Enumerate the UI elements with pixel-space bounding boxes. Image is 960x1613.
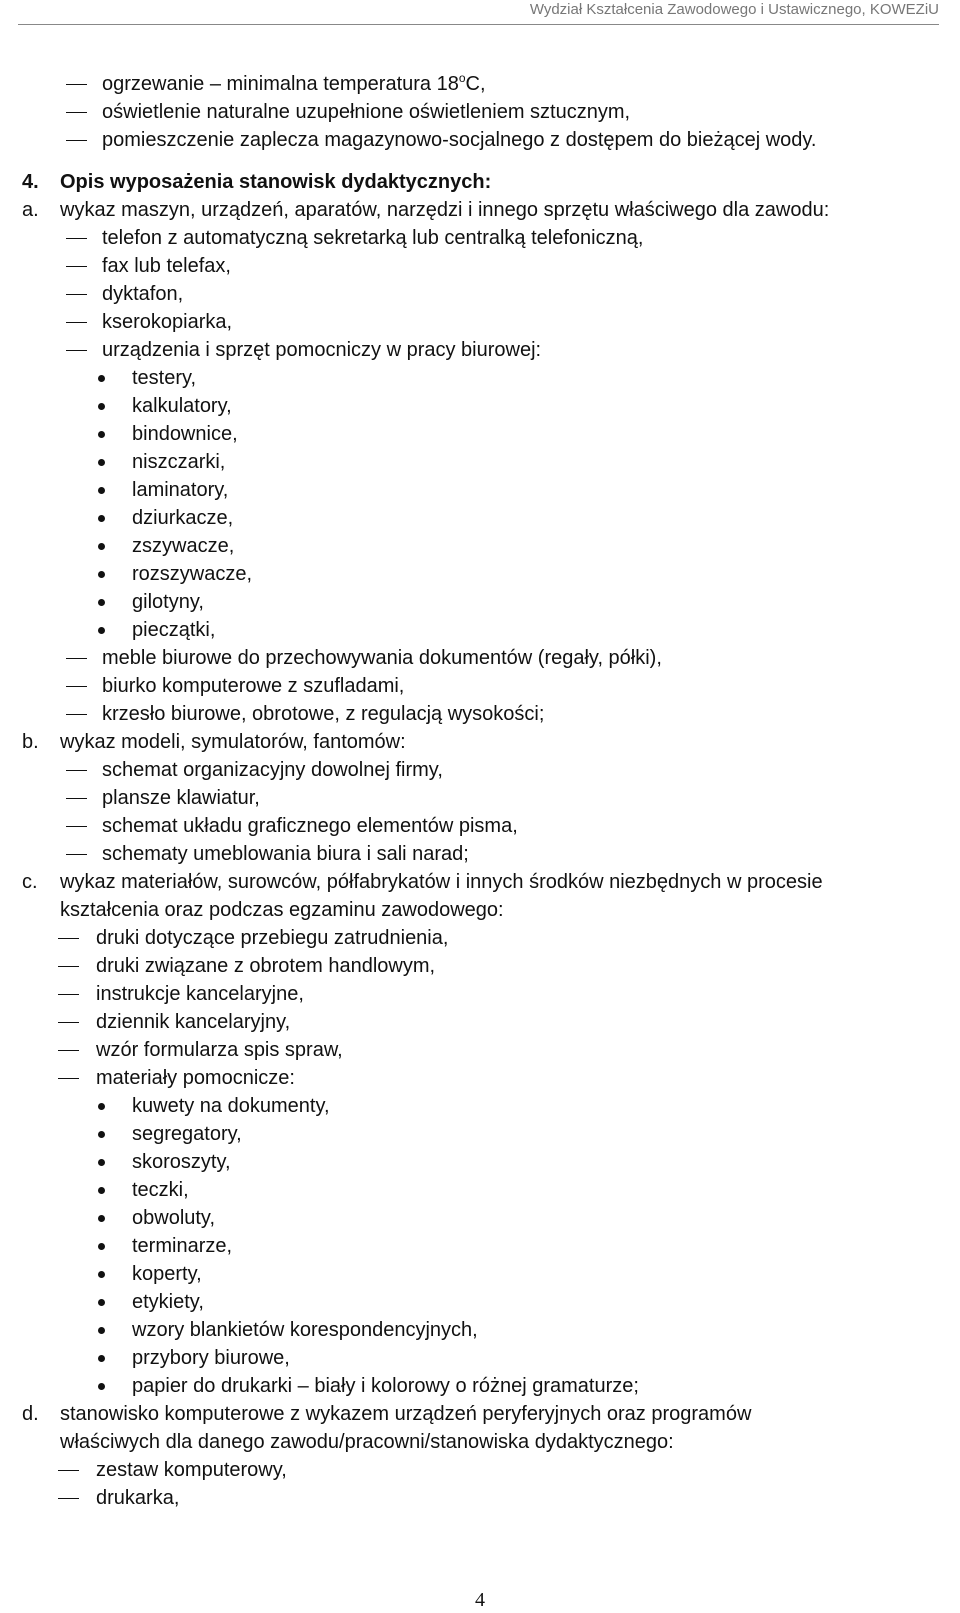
bullet-icon bbox=[98, 1355, 105, 1362]
item-letter: a. bbox=[22, 199, 39, 221]
list-item bbox=[0, 336, 960, 364]
bullet-icon bbox=[98, 1215, 105, 1222]
list-item bbox=[0, 924, 960, 952]
dash-marker bbox=[66, 798, 87, 799]
item-text: schemat układu graficznego elementów pisma, bbox=[102, 815, 518, 837]
item-text: biurko komputerowe z szufladami, bbox=[102, 675, 405, 697]
item-text: pomieszczenie zaplecza magazynowo-socjalnego z dostępem do bieżącej wody. bbox=[102, 129, 817, 151]
list-item bbox=[0, 476, 960, 504]
item-text: etykiety, bbox=[132, 1291, 204, 1313]
list-item bbox=[0, 1456, 960, 1484]
dash-marker bbox=[58, 966, 79, 967]
dash-marker bbox=[58, 1470, 79, 1471]
list-item bbox=[0, 532, 960, 560]
list-item bbox=[0, 784, 960, 812]
bullet-icon bbox=[98, 403, 105, 410]
bullet-icon bbox=[98, 515, 105, 522]
dash-marker bbox=[66, 714, 87, 715]
dash-marker bbox=[58, 994, 79, 995]
item-text: wykaz materiałów, surowców, półfabrykatów i innych środków niezbędnych w procesie bbox=[60, 871, 823, 893]
bullet-icon bbox=[98, 375, 105, 382]
list-item bbox=[0, 728, 960, 756]
item-text: teczki, bbox=[132, 1179, 189, 1201]
list-item bbox=[0, 504, 960, 532]
bullet-icon bbox=[98, 599, 105, 606]
dash-marker bbox=[58, 1022, 79, 1023]
item-letter: d. bbox=[22, 1403, 39, 1425]
item-text: schematy umeblowania biura i sali narad; bbox=[102, 843, 469, 865]
list-item bbox=[0, 448, 960, 476]
list-item bbox=[0, 1232, 960, 1260]
list-item bbox=[0, 1428, 960, 1456]
item-text: bindownice, bbox=[132, 423, 238, 445]
list-item bbox=[0, 1344, 960, 1372]
list-item bbox=[0, 1400, 960, 1428]
item-text: fax lub telefax, bbox=[102, 255, 231, 277]
bullet-icon bbox=[98, 1243, 105, 1250]
item-text: kuwety na dokumenty, bbox=[132, 1095, 330, 1117]
list-item bbox=[0, 756, 960, 784]
list-item bbox=[0, 420, 960, 448]
list-item bbox=[0, 1120, 960, 1148]
list-item bbox=[0, 280, 960, 308]
item-text: instrukcje kancelaryjne, bbox=[96, 983, 304, 1005]
list-item bbox=[0, 700, 960, 728]
item-text: kształcenia oraz podczas egzaminu zawodowego: bbox=[60, 899, 504, 921]
item-text: ogrzewanie – minimalna temperatura 18$^o$C, bbox=[102, 71, 486, 95]
dash-marker bbox=[66, 854, 87, 855]
bullet-icon bbox=[98, 1187, 105, 1194]
bullet-icon bbox=[98, 459, 105, 466]
section-title: Opis wyposażenia stanowisk dydaktycznych: bbox=[60, 171, 492, 193]
list-item bbox=[0, 1008, 960, 1036]
list-item bbox=[0, 70, 960, 98]
item-text: meble biurowe do przechowywania dokumentów (regały, półki), bbox=[102, 647, 662, 669]
item-text: testery, bbox=[132, 367, 197, 389]
dash-marker bbox=[66, 238, 87, 239]
item-letter: c. bbox=[22, 871, 38, 893]
dash-marker bbox=[66, 294, 87, 295]
spacer bbox=[0, 154, 960, 168]
item-text: telefon z automatyczną sekretarką lub centralką telefoniczną, bbox=[102, 227, 644, 249]
list-item bbox=[0, 392, 960, 420]
dash-marker bbox=[58, 1050, 79, 1051]
list-item bbox=[0, 840, 960, 868]
dash-marker bbox=[66, 826, 87, 827]
section-heading bbox=[0, 168, 960, 196]
superscript: o bbox=[458, 71, 466, 85]
item-text: oświetlenie naturalne uzupełnione oświetleniem sztucznym, bbox=[102, 101, 631, 123]
item-text: terminarze, bbox=[132, 1235, 233, 1257]
dash-marker bbox=[66, 266, 87, 267]
item-text: dyktafon, bbox=[102, 283, 184, 305]
dash-marker bbox=[66, 658, 87, 659]
document-body bbox=[0, 70, 960, 1512]
item-text: druki związane z obrotem handlowym, bbox=[96, 955, 436, 977]
item-text: kalkulatory, bbox=[132, 395, 232, 417]
bullet-icon bbox=[98, 1327, 105, 1334]
header-rule bbox=[18, 24, 939, 25]
running-header: Wydział Kształcenia Zawodowego i Ustawicznego, KOWEZiU bbox=[529, 1, 939, 18]
item-letter: b. bbox=[22, 731, 39, 753]
list-item bbox=[0, 980, 960, 1008]
bullet-icon bbox=[98, 1299, 105, 1306]
list-item bbox=[0, 1148, 960, 1176]
page-number: 4 bbox=[475, 1589, 485, 1611]
list-item bbox=[0, 896, 960, 924]
bullet-icon bbox=[98, 487, 105, 494]
list-item bbox=[0, 560, 960, 588]
item-text: dziurkacze, bbox=[132, 507, 234, 529]
list-item bbox=[0, 1260, 960, 1288]
item-text: segregatory, bbox=[132, 1123, 242, 1145]
item-text: krzesło biurowe, obrotowe, z regulacją wysokości; bbox=[102, 703, 545, 725]
list-item bbox=[0, 364, 960, 392]
item-text: skoroszyty, bbox=[132, 1151, 231, 1173]
item-text: rozszywacze, bbox=[132, 563, 253, 585]
dash-marker bbox=[66, 84, 87, 85]
bullet-icon bbox=[98, 1131, 105, 1138]
item-text: wykaz modeli, symulatorów, fantomów: bbox=[60, 731, 406, 753]
list-item bbox=[0, 1288, 960, 1316]
dash-marker bbox=[58, 938, 79, 939]
item-text: plansze klawiatur, bbox=[102, 787, 260, 809]
item-text: przybory biurowe, bbox=[132, 1347, 290, 1369]
item-text: pieczątki, bbox=[132, 619, 216, 641]
section-number: 4. bbox=[22, 171, 39, 193]
item-text: wzór formularza spis spraw, bbox=[96, 1039, 343, 1061]
dash-marker bbox=[66, 350, 87, 351]
bullet-icon bbox=[98, 543, 105, 550]
dash-marker bbox=[66, 140, 87, 141]
bullet-icon bbox=[98, 1159, 105, 1166]
dash-marker bbox=[66, 112, 87, 113]
item-text: laminatory, bbox=[132, 479, 229, 501]
list-item bbox=[0, 1176, 960, 1204]
item-text: wzory blankietów korespondencyjnych, bbox=[132, 1319, 478, 1341]
item-text: materiały pomocnicze: bbox=[96, 1067, 295, 1089]
list-item bbox=[0, 98, 960, 126]
list-item bbox=[0, 812, 960, 840]
list-item bbox=[0, 672, 960, 700]
list-item bbox=[0, 1064, 960, 1092]
item-text: obwoluty, bbox=[132, 1207, 216, 1229]
item-text: stanowisko komputerowe z wykazem urządzeń peryferyjnych oraz programów bbox=[60, 1403, 752, 1425]
item-text: wykaz maszyn, urządzeń, aparatów, narzędzi i innego sprzętu właściwego dla zawodu: bbox=[60, 199, 830, 221]
dash-marker bbox=[66, 770, 87, 771]
list-item bbox=[0, 1036, 960, 1064]
bullet-icon bbox=[98, 1383, 105, 1390]
item-text: niszczarki, bbox=[132, 451, 226, 473]
list-item bbox=[0, 588, 960, 616]
bullet-icon bbox=[98, 1271, 105, 1278]
bullet-icon bbox=[98, 571, 105, 578]
item-text: druki dotyczące przebiegu zatrudnienia, bbox=[96, 927, 449, 949]
list-item bbox=[0, 224, 960, 252]
dash-marker bbox=[66, 322, 87, 323]
item-text: drukarka, bbox=[96, 1487, 180, 1509]
dash-marker bbox=[58, 1078, 79, 1079]
item-text: schemat organizacyjny dowolnej firmy, bbox=[102, 759, 443, 781]
bullet-icon bbox=[98, 627, 105, 634]
item-text: zszywacze, bbox=[132, 535, 235, 557]
list-item bbox=[0, 126, 960, 154]
dash-marker bbox=[58, 1498, 79, 1499]
list-item bbox=[0, 644, 960, 672]
item-text: koperty, bbox=[132, 1263, 202, 1285]
item-text: urządzenia i sprzęt pomocniczy w pracy biurowej: bbox=[102, 339, 542, 361]
list-item bbox=[0, 1204, 960, 1232]
dash-marker bbox=[66, 686, 87, 687]
list-item bbox=[0, 868, 960, 896]
list-item bbox=[0, 616, 960, 644]
list-item bbox=[0, 308, 960, 336]
list-item bbox=[0, 1316, 960, 1344]
list-item bbox=[0, 1484, 960, 1512]
item-text: zestaw komputerowy, bbox=[96, 1459, 287, 1481]
item-text: właściwych dla danego zawodu/pracowni/stanowiska dydaktycznego: bbox=[60, 1431, 674, 1453]
list-item bbox=[0, 1372, 960, 1400]
item-text: papier do drukarki – biały i kolorowy o różnej gramaturze; bbox=[132, 1375, 639, 1397]
list-item bbox=[0, 1092, 960, 1120]
list-item bbox=[0, 252, 960, 280]
list-item bbox=[0, 952, 960, 980]
item-text: kserokopiarka, bbox=[102, 311, 233, 333]
item-text: dziennik kancelaryjny, bbox=[96, 1011, 291, 1033]
list-item bbox=[0, 196, 960, 224]
bullet-icon bbox=[98, 431, 105, 438]
bullet-icon bbox=[98, 1103, 105, 1110]
item-text: gilotyny, bbox=[132, 591, 204, 613]
